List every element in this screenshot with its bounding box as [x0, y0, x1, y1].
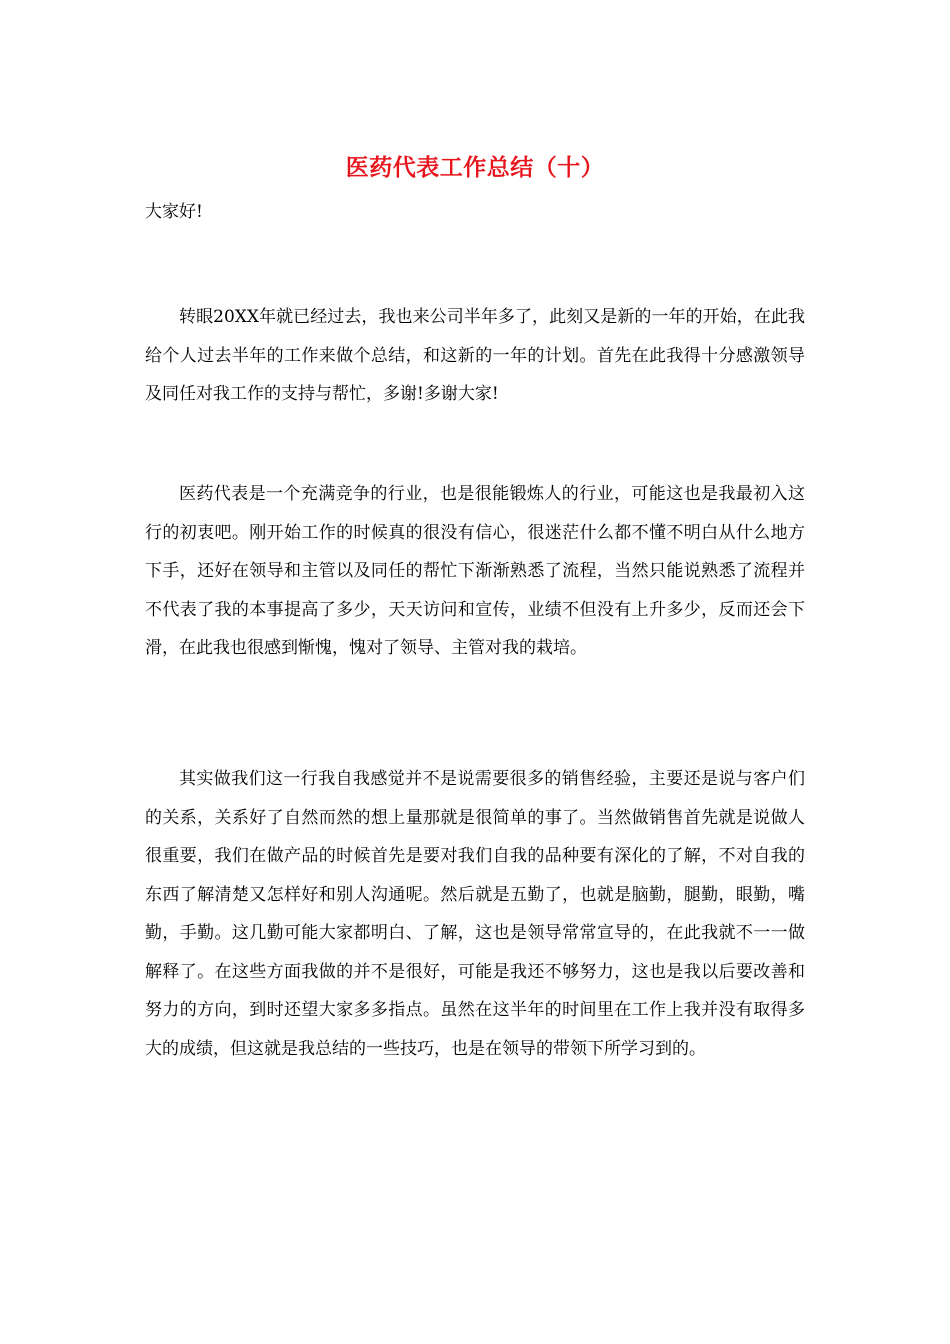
document-title: 医药代表工作总结（十）	[345, 154, 605, 181]
paragraph-2: 医药代表是一个充满竞争的行业，也是很能锻炼人的行业，可能这也是我最初入这行的初衷吧。刚开始工作的时候真的很没有信心，很迷茫什么都不懂不明白从什么地方下手，还好在领导和主管以及同任的帮忙下渐渐熟悉了流程，当然只能说熟悉了流程并不代表了我的本事提高了多少，天天访问和宣传，业绩不但没有上升多少，反而还会下滑，在此我也很感到惭愧，愧对了领导、主管对我的栽培。	[145, 484, 805, 658]
paragraph-1: 转眼20XX年就已经过去，我也来公司半年多了，此刻又是新的一年的开始，在此我给个人过去半年的工作来做个总结，和这新的一年的计划。首先在此我得十分感激领导及同任对我工作的支持与帮忙，多谢!多谢大家!	[145, 307, 805, 404]
greeting-text: 大家好!	[145, 202, 203, 222]
paragraph-3: 其实做我们这一行我自我感觉并不是说需要很多的销售经验，主要还是说与客户们的关系，关系好了自然而然的想上量那就是很简单的事了。当然做销售首先就是说做人很重要，我们在做产品的时候首先是要对我们自我的品种要有深化的了解，不对自我的东西了解清楚又怎样好和别人沟通呢。然后就是五勤了，也就是脑勤，腿勤，眼勤，嘴勤，手勤。这几勤可能大家都明白、了解，这也是领导常常宣导的，在此我就不一一做解释了。在这些方面我做的并不是很好，可能是我还不够努力，这也是我以后要改善和努力的方向，到时还望大家多多指点。虽然在这半年的时间里在工作上我并没有取得多大的成绩，但这就是我总结的一些技巧，也是在领导的带领下所学习到的。	[145, 769, 805, 1059]
